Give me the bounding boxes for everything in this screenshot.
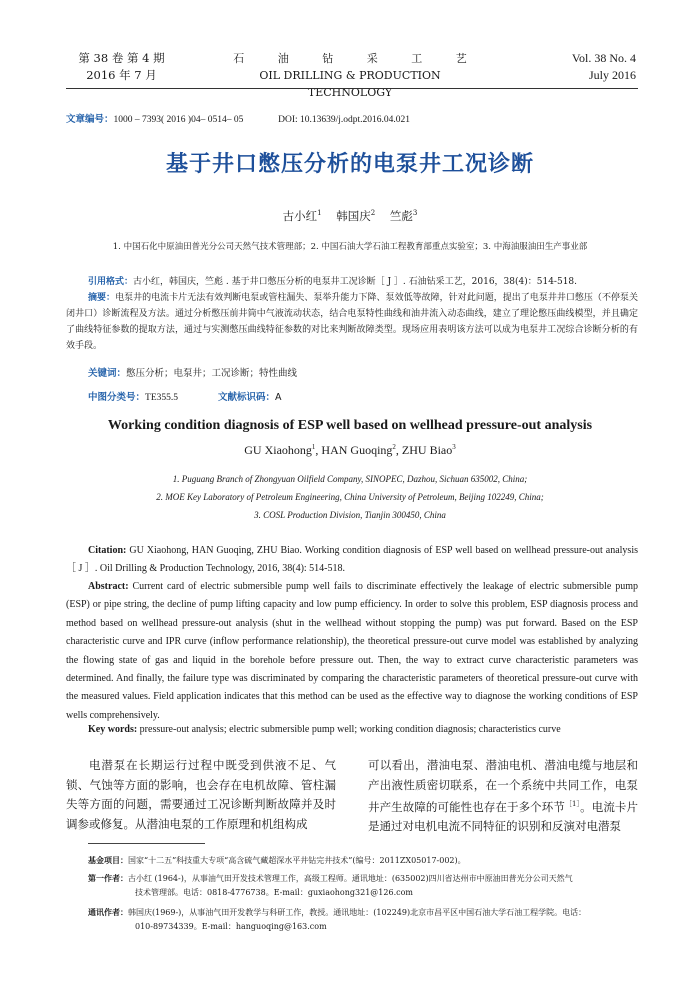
journal-name-en: OIL DRILLING & PRODUCTION TECHNOLOGY: [259, 69, 441, 99]
body-text: 。电流卡片是通过对电机电流不同特征的识别和反演对电潜泵: [368, 799, 638, 834]
affiliation-en: 2. MOE Key Laboratory of Petroleum Engineering, China University of Petroleum, Beijing 102249, China;: [156, 492, 544, 502]
journal-name-cn: 石 油 钻 采 工 艺: [233, 52, 482, 65]
author-name-en: ZHU Biao: [401, 443, 453, 457]
affiliations-cn: 1. 中国石化中原油田普光分公司天然气技术管理部；2. 中国石油大学石油工程教育部重点实验室；3. 中海油服油田生产事业部: [112, 242, 588, 252]
keywords-cn-label: 关键词：: [88, 368, 127, 379]
first-author-cont: 技术管理部。电话：0818-4776738。E-mail：guxiaohong321@126.com: [135, 888, 413, 897]
author-sup: 3: [412, 209, 418, 218]
author-name-en: GU Xiaohong: [244, 443, 312, 457]
authors-cn: [0, 208, 700, 224]
keywords-en-label: Key words:: [88, 724, 138, 735]
author-sup-en: 2: [392, 443, 396, 451]
fund-label: 基金项目：: [88, 856, 128, 865]
authors-en: [0, 443, 700, 458]
citation-cn-text: 古小红，韩国庆，竺彪 . 基于井口憋压分析的电泵井工况诊断［ J ］. 石油钻采工艺，2016，38(4)：514-518.: [133, 277, 578, 287]
date-en: July 2016: [588, 68, 636, 82]
classification-line: [88, 389, 282, 403]
abstract-cn-label: 摘要：: [88, 293, 116, 303]
body-column-left: 电潜泵在长期运行过程中既受到供液不足、气锁、气蚀等方面的影响，也会存在电机故障、管柱漏失等方面的问题，需要通过工况诊断判断故障并及时调参或修复。从潜油电泵的工作原理和机组构成: [66, 758, 336, 831]
abstract-en-label: Abstract:: [88, 581, 129, 592]
author-separator: ,: [395, 443, 402, 457]
author-name: 韩国庆: [336, 209, 371, 223]
footnote-fund: [88, 854, 638, 868]
article-number-label: 文章编号：: [66, 114, 114, 125]
author-sup-en: 1: [311, 443, 316, 451]
abstract-cn-text: 电泵井的电流卡片无法有效判断电泵或管柱漏失、泵举升能力下降、泵效低等故障，针对此问题，提出了电泵井井口憋压（不停泵关闭井口）诊断流程及方法。通过分析憋压前井筒中气液流动状态，结合电泵特性曲线和油井流入动态曲线，建立了理论憋压曲线模型，并且确定了曲线特征参数的提取方法，通过与实测憋压曲线特征参数的对比来判断故障类型。现场应用表明该方法可以成为电泵井工况综合诊断分析的有效手段。: [66, 293, 638, 351]
first-author-label: 第一作者：: [88, 874, 128, 883]
title-en: Working condition diagnosis of ESP well based on wellhead pressure-out analysis: [107, 418, 593, 433]
first-author-text: 古小红 (1964-)，从事油气田开发技术管理工作，高级工程师。通讯地址：(635002)四川省达州市中原油田普光分公司天然气: [128, 874, 573, 883]
header-divider: [66, 88, 638, 89]
citation-cn: [88, 275, 648, 290]
author-sup: 2: [370, 209, 376, 218]
reference-marker[interactable]: ［1］: [564, 800, 581, 808]
volume-issue-en: Vol. 38 No. 4: [571, 51, 636, 65]
abstract-cn: [66, 290, 638, 354]
footnote-first-author: [88, 872, 638, 900]
article-number-line: [66, 111, 410, 125]
author-name: 古小红: [282, 209, 318, 223]
doc-code-label: 文献标识码：: [218, 392, 276, 403]
abstract-en: [66, 578, 638, 725]
clc-label: 中图分类号：: [88, 392, 146, 403]
keywords-cn-value: 憋压分析；电泵井；工况诊断；特性曲线: [126, 368, 298, 379]
citation-en-label: Citation:: [88, 545, 127, 556]
header-volume-en: [572, 50, 636, 84]
affiliations-en: [0, 470, 700, 524]
header-journal: [225, 50, 482, 101]
body-text: 可以看出，潜油电泵、潜油电机、潜油电缆与地层和产出液性质密切联系，在一个系统中共同工作，电泵井产生故障的可能性也存在于多个环节: [368, 758, 638, 814]
title-cn: 基于井口憋压分析的电泵井工况诊断: [165, 152, 534, 177]
author-sup-en: 3: [452, 443, 456, 451]
author-name-en: HAN Guoqing: [321, 443, 393, 457]
footnote-divider: [88, 843, 205, 844]
corresponding-text: 韩国庆(1969-)，从事油气田开发教学与科研工作，教授。通讯地址：(102249)北京市昌平区中国石油大学石油工程学院。电话：: [128, 908, 587, 917]
citation-cn-label: 引用格式：: [88, 277, 134, 287]
author-separator: ,: [315, 443, 322, 457]
keywords-en-value: pressure-out analysis; electric submersible pump well; working condition diagnosis; characteristics curve: [137, 724, 561, 735]
corresponding-label: 通讯作者：: [88, 908, 128, 917]
volume-issue-cn: 第 38 卷 第 4 期: [78, 51, 165, 65]
author-name: 竺彪: [389, 209, 413, 223]
fund-text: 国家“十二五”科技重大专项“高含硫气藏超深水平井钻完井技术”(编号：2011ZX05017-002)。: [128, 856, 466, 865]
citation-en: [66, 542, 638, 578]
date-cn: 2016 年 7 月: [86, 68, 157, 82]
affiliation-en: 3. COSL Production Division, Tianjin 300450, China: [254, 510, 446, 520]
keywords-en: [88, 724, 561, 735]
body-column-right: [368, 756, 638, 837]
article-number-value: 1000 – 7393( 2016 )04– 0514– 05: [113, 115, 244, 125]
keywords-cn: [88, 365, 297, 379]
affiliation-en: 1. Puguang Branch of Zhongyuan Oilfield Company, SINOPEC, Dazhou, Sichuan 635002, China;: [172, 474, 528, 484]
clc-value: TE355.5: [145, 393, 178, 403]
doc-code-value: A: [275, 392, 282, 403]
abstract-en-text: Current card of electric submersible pump well fails to discriminate effectively the leakage of electric submersible pump (ESP) or pipe string, the decline of pump lifting capacity and low pump efficiency. In order to solve this problem, ESP diagnosis process and method based on wellhead pressure-out analysis (shut in the wellhead without stopping the pump) was put forward. Based on the ESP characteristic curve and IPR curve (inflow performance relationship), the theoretical pressure-out curve model was established by analyzing the flowing state of gas and liquid in the borehole before pressure out. Then, the way to extract curve characteristic parameters was determined. And finally, the failure type was discriminated by comparing the characteristic parameters of theoretical pressure-out curve with the measured values. Field application indicates that this method can be used as the effective way to diagnose the working conditions of ESP wells comprehensively.: [66, 581, 638, 721]
doi[interactable]: DOI: 10.13639/j.odpt.2016.04.021: [278, 115, 411, 125]
header-volume-cn: [74, 50, 169, 84]
author-sup: 1: [317, 209, 322, 218]
citation-en-text: GU Xiaohong, HAN Guoqing, ZHU Biao. Working condition diagnosis of ESP well based on wellhead pressure-out analysis［ J ］. Oil Drilling & Production Technology, 2016, 38(4): 514-518.: [66, 545, 638, 574]
corresponding-cont: 010-89734339。E-mail：hanguoqing@163.com: [135, 922, 327, 931]
footnote-corresponding: [88, 906, 638, 934]
